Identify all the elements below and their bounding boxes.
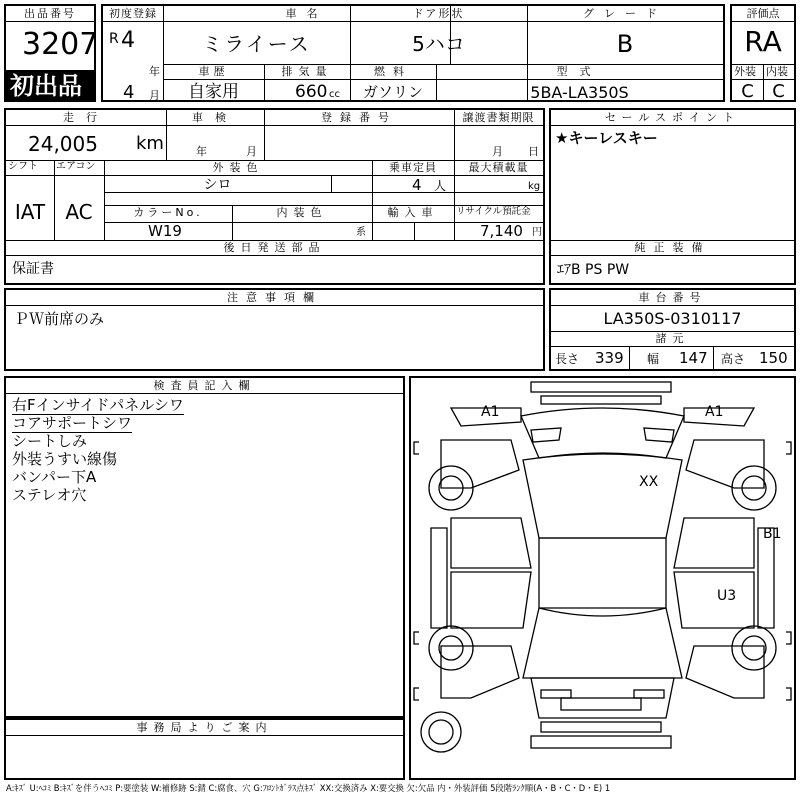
displacement: 660 bbox=[295, 82, 328, 102]
reg-month: 4 bbox=[123, 82, 135, 103]
transfer-day-unit: 日 bbox=[528, 145, 539, 158]
parts: 保証書 bbox=[12, 261, 54, 277]
history-label: 車歴 bbox=[198, 65, 229, 78]
office-label: 事務局よりご案内 bbox=[136, 721, 273, 734]
chassis-number: LA350S-0310117 bbox=[603, 309, 742, 328]
equipment: ｴｱB PS PW bbox=[557, 262, 630, 278]
sales-point: ★キーレスキー bbox=[555, 129, 658, 147]
load-unit: kg bbox=[528, 181, 541, 192]
mid-left-box bbox=[4, 108, 545, 285]
fuel: ガソリン bbox=[362, 83, 423, 101]
length-label: 長さ bbox=[555, 352, 580, 366]
exterior-label: 外装 bbox=[734, 65, 756, 78]
score: RA bbox=[744, 25, 782, 58]
width-label: 幅 bbox=[647, 352, 660, 366]
transfer-label: 譲渡書類期限 bbox=[462, 111, 535, 124]
model: 5BA-LA350S bbox=[530, 83, 629, 102]
notes-label: 注意事項欄 bbox=[227, 291, 322, 304]
score-box bbox=[730, 4, 796, 102]
color-label: 外装色 bbox=[212, 161, 264, 174]
office-box bbox=[4, 718, 405, 780]
damage-mark: XX bbox=[639, 474, 659, 490]
lot-number: 3207 bbox=[22, 27, 99, 62]
length: 339 bbox=[595, 349, 624, 367]
interior-score: C bbox=[772, 81, 785, 102]
sales-points-box bbox=[549, 108, 796, 285]
door-type: 5ハコ bbox=[412, 32, 465, 56]
damage-mark: A1 bbox=[481, 404, 500, 420]
color-no: W19 bbox=[148, 222, 182, 240]
inspector-line: 外装うすい線傷 bbox=[12, 450, 118, 468]
sales-label: セールスポイント bbox=[604, 111, 740, 124]
score-label: 評価点 bbox=[746, 7, 780, 20]
displacement-label: 排気量 bbox=[281, 65, 333, 78]
ac: AC bbox=[65, 200, 93, 224]
inspector-label: 検査員記入欄 bbox=[153, 379, 256, 392]
transfer-month-unit: 月 bbox=[492, 145, 503, 158]
color: シロ bbox=[203, 177, 232, 193]
history: 自家用 bbox=[188, 82, 239, 102]
reg-year-unit: 年 bbox=[149, 65, 160, 78]
mileage-unit: km bbox=[136, 133, 164, 154]
import-label: 輸入車 bbox=[387, 206, 439, 219]
car-name-label: 車名 bbox=[285, 7, 328, 20]
reg-year: 4 bbox=[121, 28, 135, 53]
first-listing-badge bbox=[4, 70, 96, 102]
vehicle-info-box bbox=[101, 4, 725, 102]
displacement-unit: cc bbox=[329, 89, 340, 100]
mileage-label: 走行 bbox=[63, 111, 109, 124]
shift: IAT bbox=[14, 200, 46, 224]
inspection-month-unit: 月 bbox=[246, 145, 257, 158]
equip-label: 純正装備 bbox=[634, 241, 711, 254]
reg-era: R bbox=[109, 31, 119, 47]
reg-label: 初度登録 bbox=[109, 7, 157, 20]
inspector-line: ステレオ穴 bbox=[12, 486, 87, 504]
inspector-line: 右Fインサイドパネルシワ bbox=[12, 396, 184, 414]
lot-number-box bbox=[4, 4, 99, 102]
interior-label: 内装 bbox=[766, 65, 788, 78]
first-listing-text: 初出品 bbox=[10, 72, 82, 100]
reg-month-unit: 月 bbox=[149, 89, 160, 102]
capacity: 4 bbox=[412, 176, 422, 194]
inspector-box bbox=[4, 376, 405, 718]
int-color-unit: 系 bbox=[356, 227, 366, 238]
capacity-unit: 人 bbox=[434, 179, 447, 193]
notes-text: ＰＷ前席のみ bbox=[14, 310, 105, 328]
lot-number-label: 出品番号 bbox=[24, 7, 76, 20]
capacity-label: 乗車定員 bbox=[389, 161, 437, 174]
damage-diagram-box bbox=[409, 376, 796, 780]
recycle-label: リサイクル預託金 bbox=[456, 206, 531, 217]
inspection-year-unit: 年 bbox=[196, 145, 207, 158]
damage-mark: U3 bbox=[717, 588, 737, 604]
height: 150 bbox=[759, 349, 788, 367]
damage-mark: A1 bbox=[705, 404, 724, 420]
height-label: 高さ bbox=[721, 352, 746, 366]
width: 147 bbox=[679, 349, 708, 367]
fuel-label: 燃料 bbox=[374, 65, 412, 78]
spec-label: 諸元 bbox=[655, 332, 690, 345]
grade: B bbox=[616, 30, 634, 58]
parts-label: 後日発送部品 bbox=[223, 241, 326, 254]
door-label: ドア形状 bbox=[412, 7, 465, 20]
inspector-line: バンパー下A bbox=[12, 468, 97, 486]
mileage: 24,005 bbox=[28, 132, 98, 156]
inspection-label: 車検 bbox=[192, 111, 238, 124]
exterior-score: C bbox=[741, 81, 754, 102]
plate-label: 登録番号 bbox=[321, 111, 397, 124]
ac-label: エアコン bbox=[56, 161, 96, 172]
shift-label: シフト bbox=[8, 161, 38, 172]
recycle-unit: 円 bbox=[532, 227, 542, 238]
recycle: 7,140 bbox=[480, 222, 523, 240]
damage-mark: B1 bbox=[763, 526, 782, 542]
load-label: 最大積載量 bbox=[468, 161, 529, 174]
grade-label: グレード bbox=[583, 7, 667, 20]
car-diagram bbox=[411, 378, 794, 778]
legend: A:ｷｽﾞ U:ﾍｺﾐ B:ｷｽﾞを伴うﾍｺﾐ P:要塗装 W:補修跡 S:錆 C:腐食、穴 G:ﾌﾛﾝﾄｶﾞﾗｽ点ｷｽﾞ XX:交換済み X:要交換 欠:欠品 内・外装評価 5段階ﾗﾝｸ順(A・B・C・D・E) 1 bbox=[6, 783, 611, 793]
notes-box bbox=[4, 288, 545, 371]
inspector-line: コアサポートシワ bbox=[12, 414, 133, 432]
chassis-label: 車台番号 bbox=[638, 291, 707, 304]
inspector-line: シートしみ bbox=[12, 432, 88, 450]
color-no-label: カラーNo. bbox=[133, 206, 203, 219]
int-color-label: 内装色 bbox=[276, 206, 328, 219]
car-name: ミライース bbox=[202, 32, 311, 56]
chassis-box bbox=[549, 288, 796, 371]
model-label: 型式 bbox=[556, 65, 603, 78]
